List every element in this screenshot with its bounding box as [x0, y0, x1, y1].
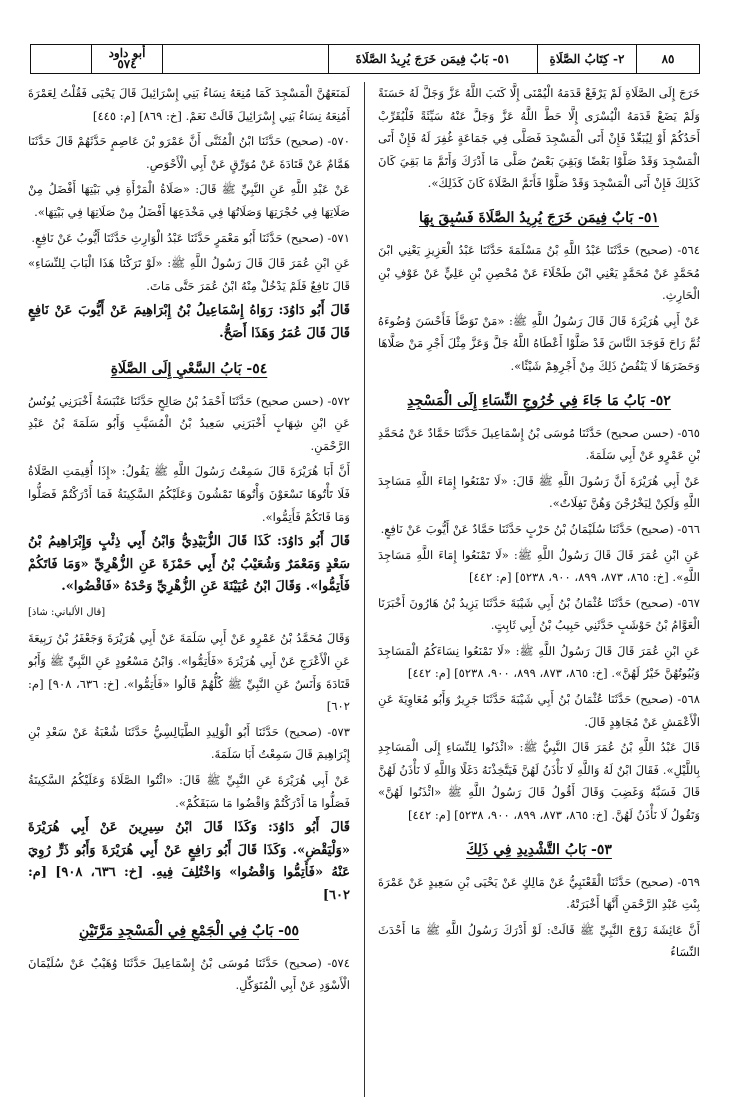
abu-dawud-comment: قَالَ أَبُو دَاوُدَ: رَوَاهُ إِسْمَاعِيلُ بْنُ إِبْرَاهِيمَ عَنْ أَيُّوبَ عَنْ نَافِعٍ قَالَ قَالَ عُمَرُ وَهَذَا أَصَحُّ. [28, 303, 350, 341]
hadith-paragraph: ٥٧٠- (صحيح) حَدَّثَنَا ابْنُ الْمُثَنَّى أَنَّ عَمْرَو بْنَ عَاصِمٍ حَدَّثَهُمْ قَالَ حَدَّثَنَا هَمَّامٌ عَنْ قَتَادَةَ عَنْ مُوَرِّقٍ عَنْ أَبِي الْأَحْوَصِ. [28, 134, 350, 171]
hadith-paragraph: ٥٦٦- (صحيح) حَدَّثَنَا سُلَيْمَانُ بْنُ حَرْبٍ حَدَّثَنَا حَمَّادٌ عَنْ أَيُّوبَ عَنْ نَافِعٍ. [380, 521, 700, 536]
right-column [378, 82, 700, 1102]
hadith-paragraph: عَنْ أَبِي هُرَيْرَةَ قَالَ قَالَ رَسُولُ اللَّهِ ﷺ: «مَنْ تَوَضَّأَ فَأَحْسَنَ وُضُوءَهُ ثُمَّ رَاحَ فَوَجَدَ النَّاسَ قَدْ صَلَّوْا أَعْطَاهُ اللَّهُ جَلَّ وَعَزَّ مِثْلَ أَجْرِ مَنْ صَلَّاهَا وَحَضَرَهَا لَا يَنْقُصُ ذَلِكَ مِنْ أَجْرِهِمْ شَيْئًا». [378, 313, 700, 373]
book-hadith-number: ٥٧٤ [117, 57, 137, 71]
chapter-heading-text: ٥٣- بَابُ التَّشْدِيدِ فِي ذَلِكَ [466, 841, 612, 858]
header-spacer [162, 45, 328, 73]
hadith-paragraph: ٥٧٤- (صحيح) حَدَّثَنَا مُوسَى بْنُ إِسْمَاعِيلَ حَدَّثَنَا وُهَيْبٌ عَنْ سُلَيْمَانَ الْأَسْوَدِ عَنْ أَبِي الْمُتَوَكِّلِ. [28, 955, 350, 993]
hadith-paragraph: عَنِ ابْنِ عُمَرَ قَالَ قَالَ رَسُولُ اللَّهِ ﷺ: «لَا تَمْنَعُوا إِمَاءَ اللَّهِ مَسَاجِدَ اللَّهِ». [خ: ٨٦٥، ٨٧٣، ٨٩٩، ٩٠٠، ٥٢٣٨] [م: ٤٤٢] [378, 547, 700, 585]
book-reference [91, 45, 162, 73]
column-divider [364, 82, 365, 1097]
hadith-paragraph: ٥٦٥- (حسن صحيح) حَدَّثَنَا مُوسَى بْنُ إِسْمَاعِيلَ حَدَّثَنَا حَمَّادٌ عَنْ مُحَمَّدِ بْنِ عَمْرٍو عَنْ أَبِي سَلَمَةَ. [378, 425, 700, 463]
chapter-heading [28, 918, 350, 944]
hadith-paragraph: عَنِ ابْنِ عُمَرَ قَالَ قَالَ رَسُولُ اللَّهِ ﷺ: «لَا تَمْنَعُوا نِسَاءَكُمُ الْمَسَاجِدَ وَبُيُوتُهُنَّ خَيْرٌ لَهُنَّ». [خ: ٨٦٥، ٨٧٣، ٨٩٩، ٩٠٠، ٥٢٣٨] [م: ٤٤٢] [378, 643, 700, 681]
hadith-paragraph: ٥٦٨- (صحيح) حَدَّثَنَا عُثْمَانُ بْنُ أَبِي شَيْبَةَ حَدَّثَنَا جَرِيرٌ وَأَبُو مُعَاوِيَةَ عَنِ الْأَعْمَشِ عَنْ مُجَاهِدٍ قَالَ. [378, 692, 700, 729]
hadith-paragraph: وَقَالَ مُحَمَّدُ بْنُ عَمْرٍو عَنْ أَبِي سَلَمَةَ عَنْ أَبِي هُرَيْرَةَ وَجَعْفَرُ بْنُ رَبِيعَةَ عَنِ الْأَعْرَجِ عَنْ أَبِي هُرَيْرَةَ «فَأَتِمُّوا». وَابْنُ مَسْعُودٍ عَنِ النَّبِيِّ ﷺ وَأَبُو قَتَادَةَ وَأَنَسٌ عَنِ النَّبِيِّ ﷺ كُلُّهُمْ قَالُوا «فَأَتِمُّوا». [خ: ٦٣٦، ٩٠٨] [م: ٦٠٢] [28, 631, 350, 714]
hadith-paragraph: أَنَّ عَائِشَةَ زَوْجَ النَّبِيِّ ﷺ قَالَتْ: لَوْ أَدْرَكَ رَسُولُ اللَّهِ ﷺ مَا أَحْدَثَ النِّسَاءُ [378, 922, 700, 960]
hadith-paragraph: لَمَنَعَهُنَّ الْمَسْجِدَ كَمَا مُنِعَهُ نِسَاءُ بَنِي إِسْرَائِيلَ قَالَ يَحْيَى فَقُلْتُ لِعَمْرَةَ أَمُنِعَهُ نِسَاءُ بَنِي إِسْرَائِيلَ قَالَتْ نَعَمْ. [خ: ٨٦٩] [م: ٤٤٥] [28, 86, 350, 123]
abu-dawud-comment: قَالَ أَبُو دَاوُدَ: وَكَذَا قَالَ ابْنُ سِيرِينَ عَنْ أَبِي هُرَيْرَةَ «وَلْيَقْضِ». وَكَذَا قَالَ أَبُو رَافِعٍ عَنْ أَبِي هُرَيْرَةَ وَأَبُو ذَرٍّ رُوِيَ عَنْهُ «فَأَتِمُّوا وَاقْضُوا» وَاخْتُلِفَ فِيهِ. [خ: ٦٣٦، ٩٠٨] [م: ٦٠٢] [28, 820, 350, 903]
chapter-heading [28, 356, 350, 382]
chapter-heading [378, 205, 700, 231]
hadith-paragraph: خَرَجَ إِلَى الصَّلَاةِ لَمْ يَرْفَعْ قَدَمَهُ الْيُمْنَى إِلَّا كَتَبَ اللَّهُ عَزَّ وَجَلَّ لَهُ حَسَنَةً وَلَمْ يَضَعْ قَدَمَهُ الْيُسْرَى إِلَّا حَطَّ اللَّهُ عَزَّ وَجَلَّ عَنْهُ سَيِّئَةً فَلْيُقَرِّبْ أَحَدُكُمْ أَوْ لِيُبَعِّدْ فَإِنْ أَتَى الْمَسْجِدَ فَصَلَّى فِي جَمَاعَةٍ غُفِرَ لَهُ فَإِنْ أَتَى الْمَسْجِدَ وَقَدْ صَلَّوْا بَعْضًا وَبَقِيَ بَعْضٌ صَلَّى مَا أَدْرَكَ وَأَتَمَّ مَا بَقِيَ كَانَ كَذَلِكَ فَإِنْ أَتَى الْمَسْجِدَ وَقَدْ صَلَّوْا فَأَتَمَّ الصَّلَاةَ كَانَ كَذَلِكَ». [378, 86, 700, 191]
hadith-paragraph: ٥٦٧- (صحيح) حَدَّثَنَا عُثْمَانُ بْنُ أَبِي شَيْبَةَ حَدَّثَنَا يَزِيدُ بْنُ هَارُونَ أَخْبَرَنَا الْعَوَّامُ بْنُ حَوْشَبٍ حَدَّثَنِي حَبِيبُ بْنُ أَبِي ثَابِتٍ. [378, 595, 700, 633]
hadith-paragraph: عَنْ أَبِي هُرَيْرَةَ عَنِ النَّبِيِّ ﷺ قَالَ: «ائْتُوا الصَّلَاةَ وَعَلَيْكُمُ السَّكِينَةُ فَصَلُّوا مَا أَدْرَكْتُمْ وَاقْضُوا مَا سَبَقَكُمْ». [28, 773, 350, 810]
hadith-paragraph: عَنْ أَبِي هُرَيْرَةَ أَنَّ رَسُولَ اللَّهِ ﷺ قَالَ: «لَا تَمْنَعُوا إِمَاءَ اللَّهِ مَسَاجِدَ اللَّهِ وَلَكِنْ لِيَخْرُجْنَ وَهُنَّ تَفِلَاتٌ». [378, 473, 700, 511]
hadith-paragraph: ٥٦٤- (صحيح) حَدَّثَنَا عَبْدُ اللَّهِ بْنُ مَسْلَمَةَ حَدَّثَنَا عَبْدُ الْعَزِيزِ يَعْنِي ابْنَ مُحَمَّدٍ عَنْ مُحَمَّدٍ يَعْنِي ابْنَ طَحْلَاءَ عَنْ مُحْصِنِ بْنِ عَلِيٍّ عَنْ عَوْفِ بْنِ الْحَارِثِ. [378, 242, 700, 303]
hadith-paragraph: عَنْ عَبْدِ اللَّهِ عَنِ النَّبِيِّ ﷺ قَالَ: «صَلَاةُ الْمَرْأَةِ فِي بَيْتِهَا أَفْضَلُ مِنْ صَلَاتِهَا فِي حُجْرَتِهَا وَصَلَاتُهَا فِي مَخْدَعِهَا أَفْضَلُ مِنْ صَلَاتِهَا فِي بَيْتِهَا». [28, 182, 350, 219]
hadith-paragraph: قَالَ عَبْدُ اللَّهِ بْنُ عُمَرَ قَالَ النَّبِيُّ ﷺ: «ائْذَنُوا لِلنِّسَاءِ إِلَى الْمَسَاجِدِ بِاللَّيْلِ». فَقَالَ ابْنٌ لَهُ وَاللَّهِ لَا نَأْذَنُ لَهُنَّ فَيَتَّخِذْنَهُ دَغَلًا وَاللَّهِ لَا نَأْذَنُ لَهُنَّ قَالَ فَسَبَّهُ وَغَضِبَ وَقَالَ أَقُولُ قَالَ رَسُولُ اللَّهِ ﷺ «ائْذَنُوا لَهُنَّ» وَتَقُولُ لَا نَأْذَنُ لَهُنَّ. [خ: ٨٦٥، ٨٧٣، ٨٩٩، ٩٠٠، ٥٢٣٨] [م: ٤٤٢] [378, 740, 700, 823]
chapter-heading-text: ٥٥- بَابٌ فِي الْجَمْعِ فِي الْمَسْجِدِ مَرَّتَيْنِ [78, 922, 300, 939]
bab-title: ٥١- بَابٌ فِيمَن خَرَجَ يُرِيدُ الصَّلَاةَ [328, 45, 537, 73]
chapter-heading-text: ٥٤- بَابُ السَّعْيِ إِلَى الصَّلَاةِ [110, 360, 268, 377]
hadith-paragraph: أَنَّ أَبَا هُرَيْرَةَ قَالَ سَمِعْتُ رَسُولَ اللَّهِ ﷺ يَقُولُ: «إِذَا أُقِيمَتِ الصَّلَاةُ فَلَا تَأْتُوهَا تَسْعَوْنَ وَأْتُوهَا تَمْشُونَ وَعَلَيْكُمُ السَّكِينَةُ فَمَا أَدْرَكْتُمْ فَصَلُّوا وَمَا فَاتَكُمْ فَأَتِمُّوا». [28, 464, 350, 524]
page-number: ٨٥ [636, 45, 699, 73]
chapter-heading-text: ٥١- بَابٌ فِيمَن خَرَجَ يُرِيدُ الصَّلَاةَ فَسُبِقَ بِهَا [419, 209, 659, 226]
chapter-heading-text: ٥٢- بَابُ مَا جَاءَ فِي خُرُوجِ النِّسَاءِ إِلَى الْمَسْجِدِ [407, 392, 671, 409]
grading-note: [قال الألباني: شاذ] [28, 606, 106, 618]
chapter-heading [378, 388, 700, 414]
chapter-heading [378, 837, 700, 863]
book-name: أبو داود [108, 46, 146, 60]
abu-dawud-comment: قَالَ أَبُو دَاوُدَ: كَذَا قَالَ الزُّبَيْدِيُّ وَابْنُ أَبِي ذِئْبٍ وَإِبْرَاهِيمُ بْنُ سَعْدٍ وَمَعْمَرٌ وَشُعَيْبُ بْنُ أَبِي حَمْزَةَ عَنِ الزُّهْرِيِّ «وَمَا فَاتَكُمْ فَأَتِمُّوا». وَقَالَ ابْنُ عُيَيْنَةَ عَنِ الزُّهْرِيِّ وَحْدَهُ «فَاقْضُوا». [28, 534, 350, 595]
header-spacer-left [31, 45, 91, 73]
hadith-paragraph: ٥٧٢- (حسن صحيح) حَدَّثَنَا أَحْمَدُ بْنُ صَالِحٍ حَدَّثَنَا عَنْبَسَةُ أَخْبَرَنِي يُونُسُ عَنِ ابْنِ شِهَابٍ أَخْبَرَنِي سَعِيدُ بْنُ الْمُسَيَّبِ وَأَبُو سَلَمَةَ بْنُ عَبْدِ الرَّحْمَنِ. [28, 393, 350, 453]
kitab-title: ٢- كِتَابُ الصَّلَاةِ [537, 45, 636, 73]
hadith-paragraph: ٥٧١- (صحيح) حَدَّثَنَا أَبُو مَعْمَرٍ حَدَّثَنَا عَبْدُ الْوَارِثِ حَدَّثَنَا أَيُّوبُ عَنْ نَافِعٍ. [31, 230, 350, 245]
hadith-paragraph: عَنِ ابْنِ عُمَرَ قَالَ قَالَ رَسُولُ اللَّهِ ﷺ: «لَوْ تَرَكْنَا هَذَا الْبَابَ لِلنِّسَاءِ» قَالَ نَافِعٌ فَلَمْ يَدْخُلْ مِنْهُ ابْنُ عُمَرَ حَتَّى مَاتَ. [28, 256, 350, 293]
hadith-paragraph: ٥٧٣- (صحيح) حَدَّثَنَا أَبُو الْوَلِيدِ الطَّيَالِسِيُّ حَدَّثَنَا شُعْبَةُ عَنْ سَعْدِ بْنِ إِبْرَاهِيمَ قَالَ سَمِعْتُ أَبَا سَلَمَةَ. [28, 724, 350, 762]
page-header [30, 44, 700, 74]
hadith-paragraph: ٥٦٩- (صحيح) حَدَّثَنَا الْقَعْنَبِيُّ عَنْ مَالِكٍ عَنْ يَحْيَى بْنِ سَعِيدٍ عَنْ عَمْرَةَ بِنْتِ عَبْدِ الرَّحْمَنِ أَنَّهَا أَخْبَرَتْهُ. [378, 874, 700, 912]
left-column [28, 82, 350, 1102]
